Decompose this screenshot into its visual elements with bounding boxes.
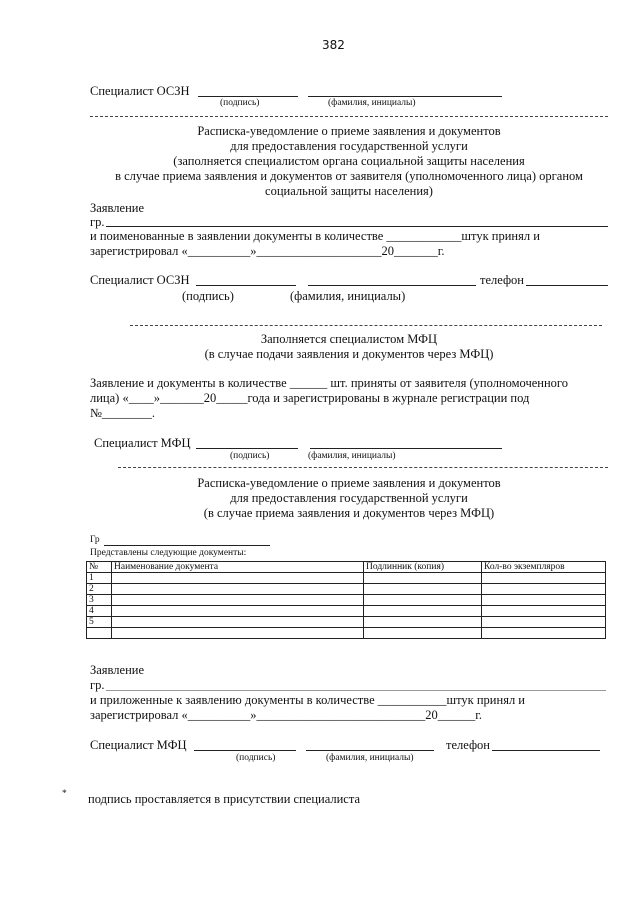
receipt2-title-1: Расписка-уведомление о приеме заявления и документов (197, 476, 501, 490)
mfc-body-3: №________. (90, 406, 156, 420)
cut-line-3 (118, 467, 608, 468)
mfc-name-line[interactable] (310, 448, 502, 449)
receipt2-specialist-label: Специалист МФЦ (90, 738, 187, 752)
mfc-caption-signature: (подпись) (230, 451, 270, 461)
mfc-specialist-label: Специалист МФЦ (94, 436, 191, 450)
receipt1-citizen-prefix: гр. (90, 215, 105, 229)
receipt1-statement-label: Заявление (90, 201, 145, 215)
cell-doc-name[interactable] (112, 606, 364, 617)
receipt1-phone-label: телефон (480, 273, 524, 287)
row-number: 4 (87, 606, 112, 617)
cell-original-copy[interactable] (364, 595, 482, 606)
receipt1-title-1: Расписка-уведомление о приеме заявления и документов (197, 124, 501, 138)
top-specialist-label: Специалист ОСЗН (90, 84, 190, 98)
receipt1-phone-line[interactable] (526, 285, 608, 286)
receipt2-citizen-short-line[interactable] (104, 545, 270, 546)
receipt2-citizen-line[interactable] (106, 690, 606, 691)
receipt1-citizen-line[interactable] (106, 226, 608, 227)
cell-doc-name[interactable] (112, 584, 364, 595)
cell-original-copy[interactable] (364, 617, 482, 628)
cell-original-copy[interactable] (364, 584, 482, 595)
table-header-row (87, 562, 606, 573)
cell-copies-count[interactable] (482, 595, 606, 606)
receipt2-title-3: (в случае приема заявления и документов через МФЦ) (203, 506, 495, 520)
row-number: 5 (87, 617, 112, 628)
top-caption-name: (фамилия, инициалы) (328, 98, 416, 108)
receipt1-caption-name: (фамилия, инициалы) (290, 289, 406, 303)
top-name-line[interactable] (308, 96, 502, 97)
receipt1-title-4: в случае приема заявления и документов от заявителя (уполномоченного лица) органом (115, 169, 583, 183)
receipt2-citizen-prefix: Гр (90, 535, 100, 545)
col-header-original-copy: Подлинник (копия) (364, 562, 482, 573)
receipt2-docs-intro: Представлены следующие документы: (90, 548, 247, 558)
receipt1-specialist-label: Специалист ОСЗН (90, 273, 190, 287)
page-number: 382 (322, 38, 345, 52)
documents-table (86, 561, 606, 639)
col-header-doc-name: Наименование документа (112, 562, 364, 573)
receipt2-docs-line: и приложенные к заявлению документы в количестве ___________штук принял и (90, 693, 525, 707)
cell-copies-count[interactable] (482, 584, 606, 595)
top-caption-signature: (подпись) (220, 98, 260, 108)
cell-original-copy[interactable] (364, 573, 482, 584)
footnote-text: подпись проставляется в присутствии специалиста (88, 792, 360, 806)
receipt2-statement-label: Заявление (90, 663, 145, 677)
receipt1-title-2: для предоставления государственной услуги (230, 139, 468, 153)
top-signature-line[interactable] (198, 96, 298, 97)
cut-line-1 (90, 116, 608, 117)
cut-line-2 (130, 325, 602, 326)
cell-copies-count[interactable] (482, 628, 606, 639)
receipt2-phone-label: телефон (446, 738, 490, 752)
cell-doc-name[interactable] (112, 573, 364, 584)
cell-original-copy[interactable] (364, 628, 482, 639)
receipt2-caption-name: (фамилия, инициалы) (326, 753, 414, 763)
receipt1-caption-signature: (подпись) (182, 289, 234, 303)
cell-copies-count[interactable] (482, 606, 606, 617)
receipt1-title-3: (заполняется специалистом органа социальной защиты населения (173, 154, 525, 168)
table-row (87, 606, 606, 617)
row-number (87, 628, 112, 639)
receipt1-docs-line: и поименованные в заявлении документы в количестве ____________штук принял и (90, 229, 540, 243)
col-header-number: № (87, 562, 112, 573)
cell-original-copy[interactable] (364, 606, 482, 617)
receipt2-name-line[interactable] (306, 750, 434, 751)
table-row (87, 584, 606, 595)
receipt2-citizen-line-prefix: гр. (90, 678, 105, 692)
cell-doc-name[interactable] (112, 628, 364, 639)
mfc-signature-line[interactable] (196, 448, 298, 449)
receipt2-caption-signature: (подпись) (236, 753, 276, 763)
receipt1-title-5: социальной защиты населения) (265, 184, 433, 198)
mfc-title-2: (в случае подачи заявления и документов через МФЦ) (204, 347, 494, 361)
mfc-title-1: Заполняется специалистом МФЦ (260, 332, 438, 346)
mfc-body-2: лица) «____»_______20_____года и зарегистрированы в журнале регистрации под (90, 391, 530, 405)
row-number: 2 (87, 584, 112, 595)
receipt2-signature-line[interactable] (194, 750, 296, 751)
table-row (87, 628, 606, 639)
mfc-caption-name: (фамилия, инициалы) (308, 451, 396, 461)
table-row (87, 595, 606, 606)
mfc-body-1: Заявление и документы в количестве ______ шт. приняты от заявителя (уполномоченного (90, 376, 569, 390)
receipt1-name-line[interactable] (308, 285, 476, 286)
receipt2-phone-line[interactable] (492, 750, 600, 751)
table-row (87, 617, 606, 628)
table-row (87, 573, 606, 584)
row-number: 3 (87, 595, 112, 606)
col-header-copies-count: Кол-во экземпляров (482, 562, 606, 573)
receipt1-signature-line[interactable] (196, 285, 296, 286)
cell-copies-count[interactable] (482, 573, 606, 584)
cell-doc-name[interactable] (112, 617, 364, 628)
footnote-mark: * (62, 789, 67, 799)
row-number: 1 (87, 573, 112, 584)
receipt2-registered-line: зарегистрировал «__________»___________________________20______г. (90, 708, 483, 722)
receipt1-registered-line: зарегистрировал «__________»____________________20_______г. (90, 244, 445, 258)
cell-copies-count[interactable] (482, 617, 606, 628)
cell-doc-name[interactable] (112, 595, 364, 606)
receipt2-title-2: для предоставления государственной услуги (230, 491, 468, 505)
